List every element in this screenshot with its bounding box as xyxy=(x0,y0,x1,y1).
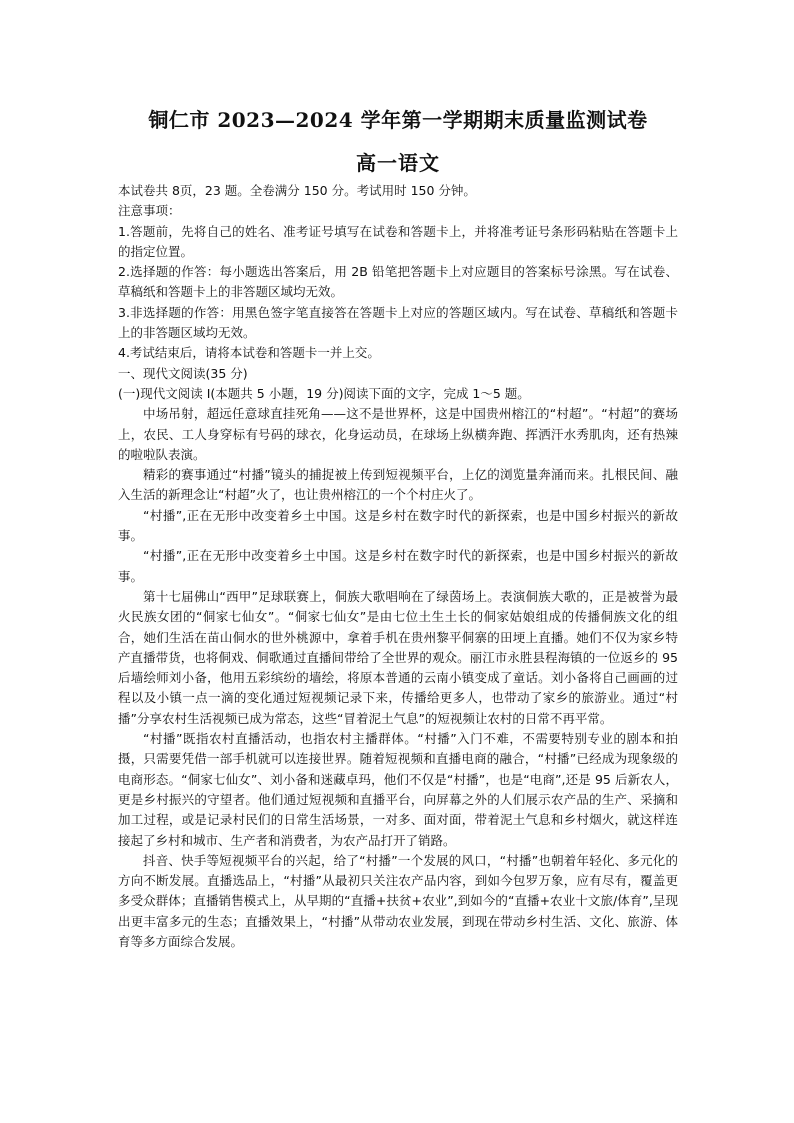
passage-paragraph: 第十七届佛山“西甲”足球联赛上，侗族大歌唱响在了绿茵场上。表演侗族大歌的，正是被誉为最火民族女团的“侗家七仙女”。“侗家七仙女”是由七位土生土长的侗家姑娘组成的传播侗族文化的组合，她们生活在苗山侗水的世外桃源中，拿着手机在贵州黎平侗寨的田埂上直播。她们不仅为家乡特产直播带货，也将侗戏、侗歌通过直播间带给了全世界的观众。丽江市永胜县程海镇的一位返乡的 95 后墙绘师刘小备，他用五彩缤纷的墙绘，将原本普通的云南小镇变成了童话。刘小备将自己画画的过程以及小镇一点一滴的变化通过短视频记录下来，传播给更多人，也带动了家乡的旅游业。通过“村播”分享农村生活视频已成为常态，这些“冒着泥土气息”的短视频让农村的日常不再平常。 xyxy=(118,588,678,726)
notice-heading: 注意事项： xyxy=(118,203,181,219)
exam-title: 铜仁市 2023—2024 学年第一学期期末质量监测试卷 xyxy=(148,108,648,132)
passage-paragraph: “村播”既指农村直播活动，也指农村主播群体。“村播”入门不难，不需要特别专业的剧本和拍摄，只需要凭借一部手机就可以连接世界。随着短视频和直播电商的融合，“村播”已经成为现象级的电商形态。“侗家七仙女”、刘小备和迷藏卓玛，他们不仅是“村播”，也是“电商”,还是 95 后新农人，更是乡村振兴的守望者。他们通过短视频和直播平台，向屏幕之外的人们展示农产品的生产、采摘和加工过程，或是记录村民们的日常生活场景，一对多、面对面，带着泥土气息和乡村烟火，就这样连接起了乡村和城市、生产者和消费者，为农产品打开了销路。 xyxy=(118,731,678,848)
exam-subject: 高一语文 xyxy=(356,151,440,175)
notice-item: 3.非选择题的作答：用黑色签字笔直接答在答题卡上对应的答题区域内。写在试卷、草稿纸和答题卡上的非答题区域均无效。 xyxy=(118,304,678,341)
passage-paragraph: 抖音、快手等短视频平台的兴起，给了“村播”一个发展的风口，“村播”也朝着年轻化、多元化的方向不断发展。直播选品上，“村播”从最初只关注农产品内容，到如今包罗万象，应有尽有，覆盖更多受众群体；直播销售模式上，从早期的“直播+扶贫+农业”,到如今的“直播+农业十文旅/体育”,呈现出更丰富多元的生态；直播效果上，“村播”从带动农业发展，到现在带动乡村生活、文化、旅游、体育等多方面综合发展。 xyxy=(118,852,678,949)
exam-info: 本试卷共 8页，23 题。全卷满分 150 分。考试用时 150 分钟。 xyxy=(118,183,476,198)
passage-paragraph: 精彩的赛事通过“村播”镜头的捕捉被上传到短视频平台，上亿的浏览量奔涌而来。扎根民间、融入生活的新理念让“村超”火了，也让贵州榕江的一个个村庄火了。 xyxy=(118,467,678,503)
passage-paragraph: 中场吊射，超远任意球直挂死角——这不是世界杯，这是中国贵州榕江的“村超”。“村超”的赛场上，农民、工人身穿标有号码的球衣，化身运动员，在球场上纵横奔跑、挥洒汗水秀肌肉，还有热辣的啦啦队表演。 xyxy=(118,406,678,462)
exam-body xyxy=(118,181,678,952)
notice-item: 2.选择题的作答：每小题选出答案后，用 2B 铅笔把答题卡上对应题目的答案标号涂黑。写在试卷、草稿纸和答题卡上的非答题区域均无效。 xyxy=(118,264,678,300)
passage-paragraph: “村播”,正在无形中改变着乡土中国。这是乡村在数字时代的新探索，也是中国乡村振兴的新故事。 xyxy=(118,507,678,544)
notice-item: 4.考试结束后，请将本试卷和答题卡一并上交。 xyxy=(118,345,380,361)
notice-item: 1.答题前，先将自己的姓名、准考证号填写在试卷和答题卡上，并将准考证号条形码粘贴在答题卡上的指定位置。 xyxy=(118,223,678,259)
section-subheading: (一)现代文阅读 I(本题共 5 小题，19 分)阅读下面的文字，完成 1～5 题。 xyxy=(118,385,530,401)
section-heading: 一、现代文阅读(35 分) xyxy=(118,365,248,381)
passage-paragraph: “村播”,正在无形中改变着乡土中国。这是乡村在数字时代的新探索，也是中国乡村振兴的新故事。 xyxy=(118,548,678,584)
